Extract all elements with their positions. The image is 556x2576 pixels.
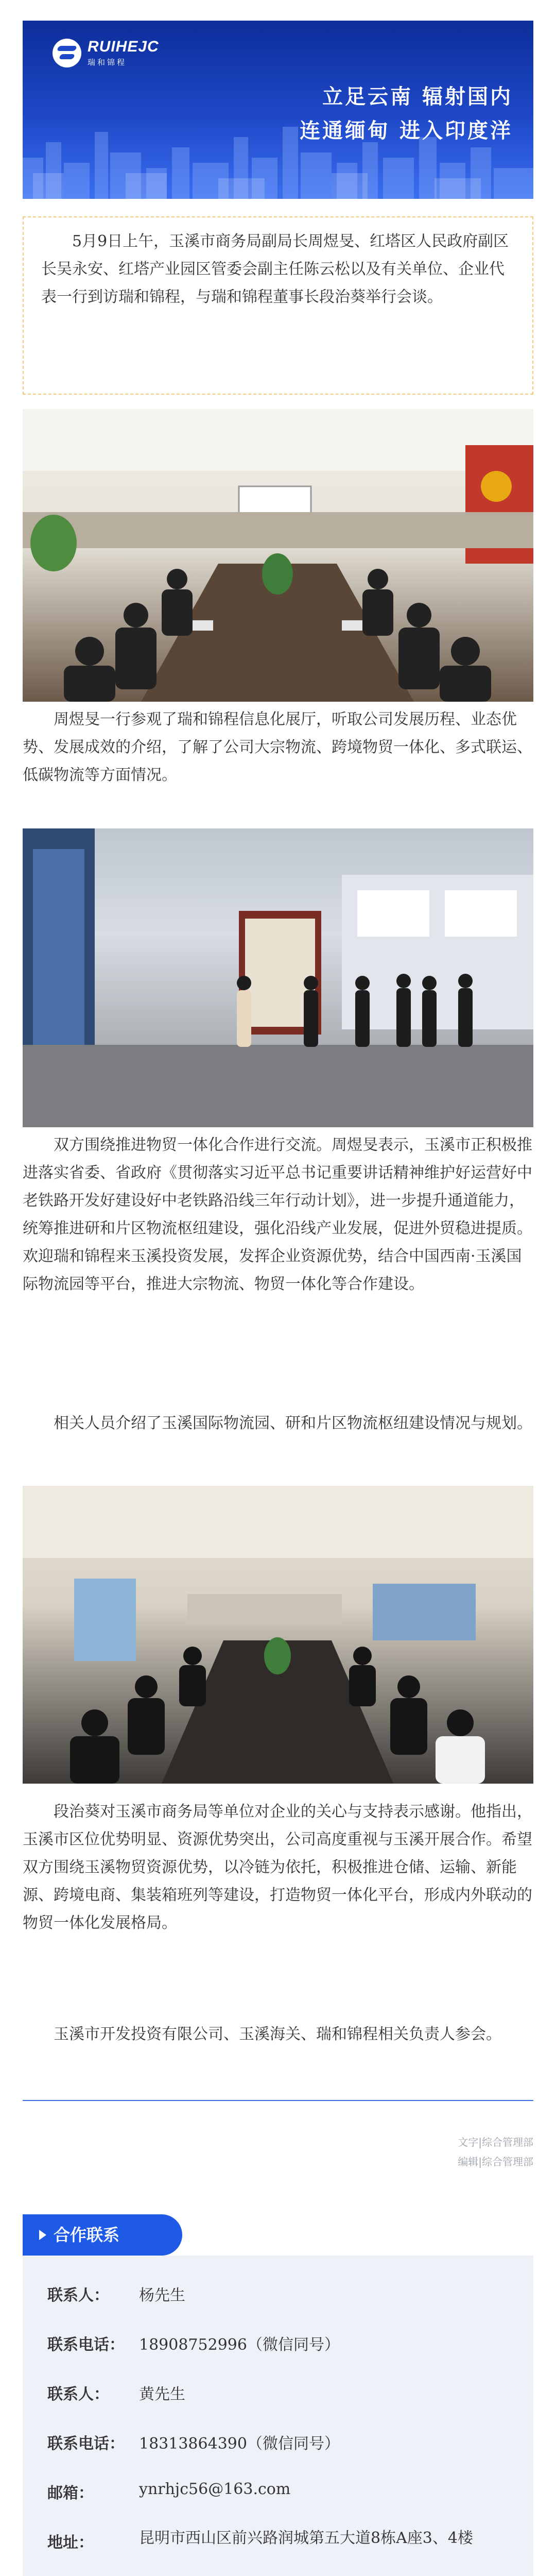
logo-english-name: RUIHEJC — [88, 38, 159, 55]
paragraph-1: 周煜旻一行参观了瑞和锦程信息化展厅，听取公司发展历程、业态优势、发展成效的介绍，了解了公司大宗物流、跨境物贸一体化、多式联运、低碳物流等方面情况。 — [23, 710, 532, 784]
logo-mark-icon — [53, 39, 81, 67]
slogan-line-2: 连通缅甸 进入印度洋 — [300, 119, 513, 143]
exhibition-photo-illustration — [23, 828, 533, 1127]
contact-email[interactable]: ynrhjc56@163.com — [139, 2480, 291, 2498]
credit-editor: 编辑|综合管理部 — [458, 2156, 533, 2168]
meeting-photo-1-illustration — [23, 409, 533, 702]
meeting-photo-2-illustration — [23, 1486, 533, 1784]
paragraph-5: 玉溪市开发投资有限公司、玉溪海关、瑞和锦程相关负责人参会。 — [54, 2025, 501, 2043]
contact-row-1 — [47, 2282, 185, 2305]
intro-paragraph: 5月9日上午，玉溪市商务局副局长周煜旻、红塔区人民政府副区长吴永安、红塔产业园区管委会副主任陈云松以及有关单位、企业代表一行到访瑞和锦程，与瑞和锦程董事长段治葵举行会谈。 — [41, 232, 509, 306]
contact-value: 杨先生 — [139, 2286, 185, 2304]
contact-label: 联系人： — [47, 2385, 109, 2403]
contact-value: 黄先生 — [139, 2385, 185, 2403]
meeting-photo-2 — [23, 1486, 533, 1784]
company-logo — [53, 38, 159, 67]
contact-phone[interactable]: 18908752996（微信同号） — [139, 2336, 340, 2354]
slogan-line-1: 立足云南 辐射国内 — [322, 85, 513, 109]
contact-label: 联系电话： — [47, 2435, 125, 2453]
contact-row-4 — [47, 2431, 340, 2453]
intro-box — [23, 216, 533, 395]
logo-chinese-name: 瑞和锦程 — [88, 58, 127, 67]
paragraph-4: 段治葵对玉溪市商务局等单位对企业的关心与支持表示感谢。他指出，玉溪市区位优势明显、资源优势突出，公司高度重视与玉溪开展合作。希望双方围绕玉溪物贸资源优势，以冷链为依托，积极推进仓储、运输、新能源、跨境电商、集装箱班列等建设，打造物贸一体化平台，形成内外联动的物贸一体化发展格局。 — [23, 1803, 532, 1932]
contact-label: 地址： — [47, 2534, 94, 2552]
contact-box — [23, 2256, 533, 2576]
contact-label: 联系人： — [47, 2286, 109, 2304]
contact-phone[interactable]: 18313864390（微信同号） — [139, 2435, 340, 2453]
contact-section-title: 合作联系 — [23, 2214, 182, 2256]
contact-row-2 — [47, 2332, 340, 2354]
contact-row-3 — [47, 2381, 185, 2404]
contact-label: 联系电话： — [47, 2336, 125, 2354]
meeting-photo-1 — [23, 409, 533, 702]
paragraph-3: 相关人员介绍了玉溪国际物流园、研和片区物流枢纽建设情况与规划。 — [54, 1414, 532, 1432]
header-banner — [23, 21, 533, 199]
exhibition-photo — [23, 828, 533, 1127]
contact-address: 昆明市西山区前兴路润城第五大道8栋A座3、4楼 — [139, 2529, 473, 2547]
contact-row-5 — [47, 2480, 291, 2503]
contact-label: 邮箱： — [47, 2484, 94, 2502]
paragraph-2: 双方围绕推进物贸一体化合作进行交流。周煜旻表示，玉溪市正积极推进落实省委、省政府《贯彻落实习近平总书记重要讲话精神维护好运营好中老铁路开发好建设好中老铁路沿线三年行动计划》，进一步提升通道能力，统筹推进研和片区物流枢纽建设，强化沿线产业发展，促进外贸稳进提质。欢迎瑞和锦程来玉溪投资发展，发挥企业资源优势，结合中国西南·玉溪国际物流园等平台，推进大宗物流、物贸一体化等合作建设。 — [23, 1136, 532, 1293]
section-divider — [23, 2100, 533, 2101]
credit-text: 文字|综合管理部 — [458, 2136, 533, 2148]
contact-row-6 — [47, 2530, 509, 2552]
